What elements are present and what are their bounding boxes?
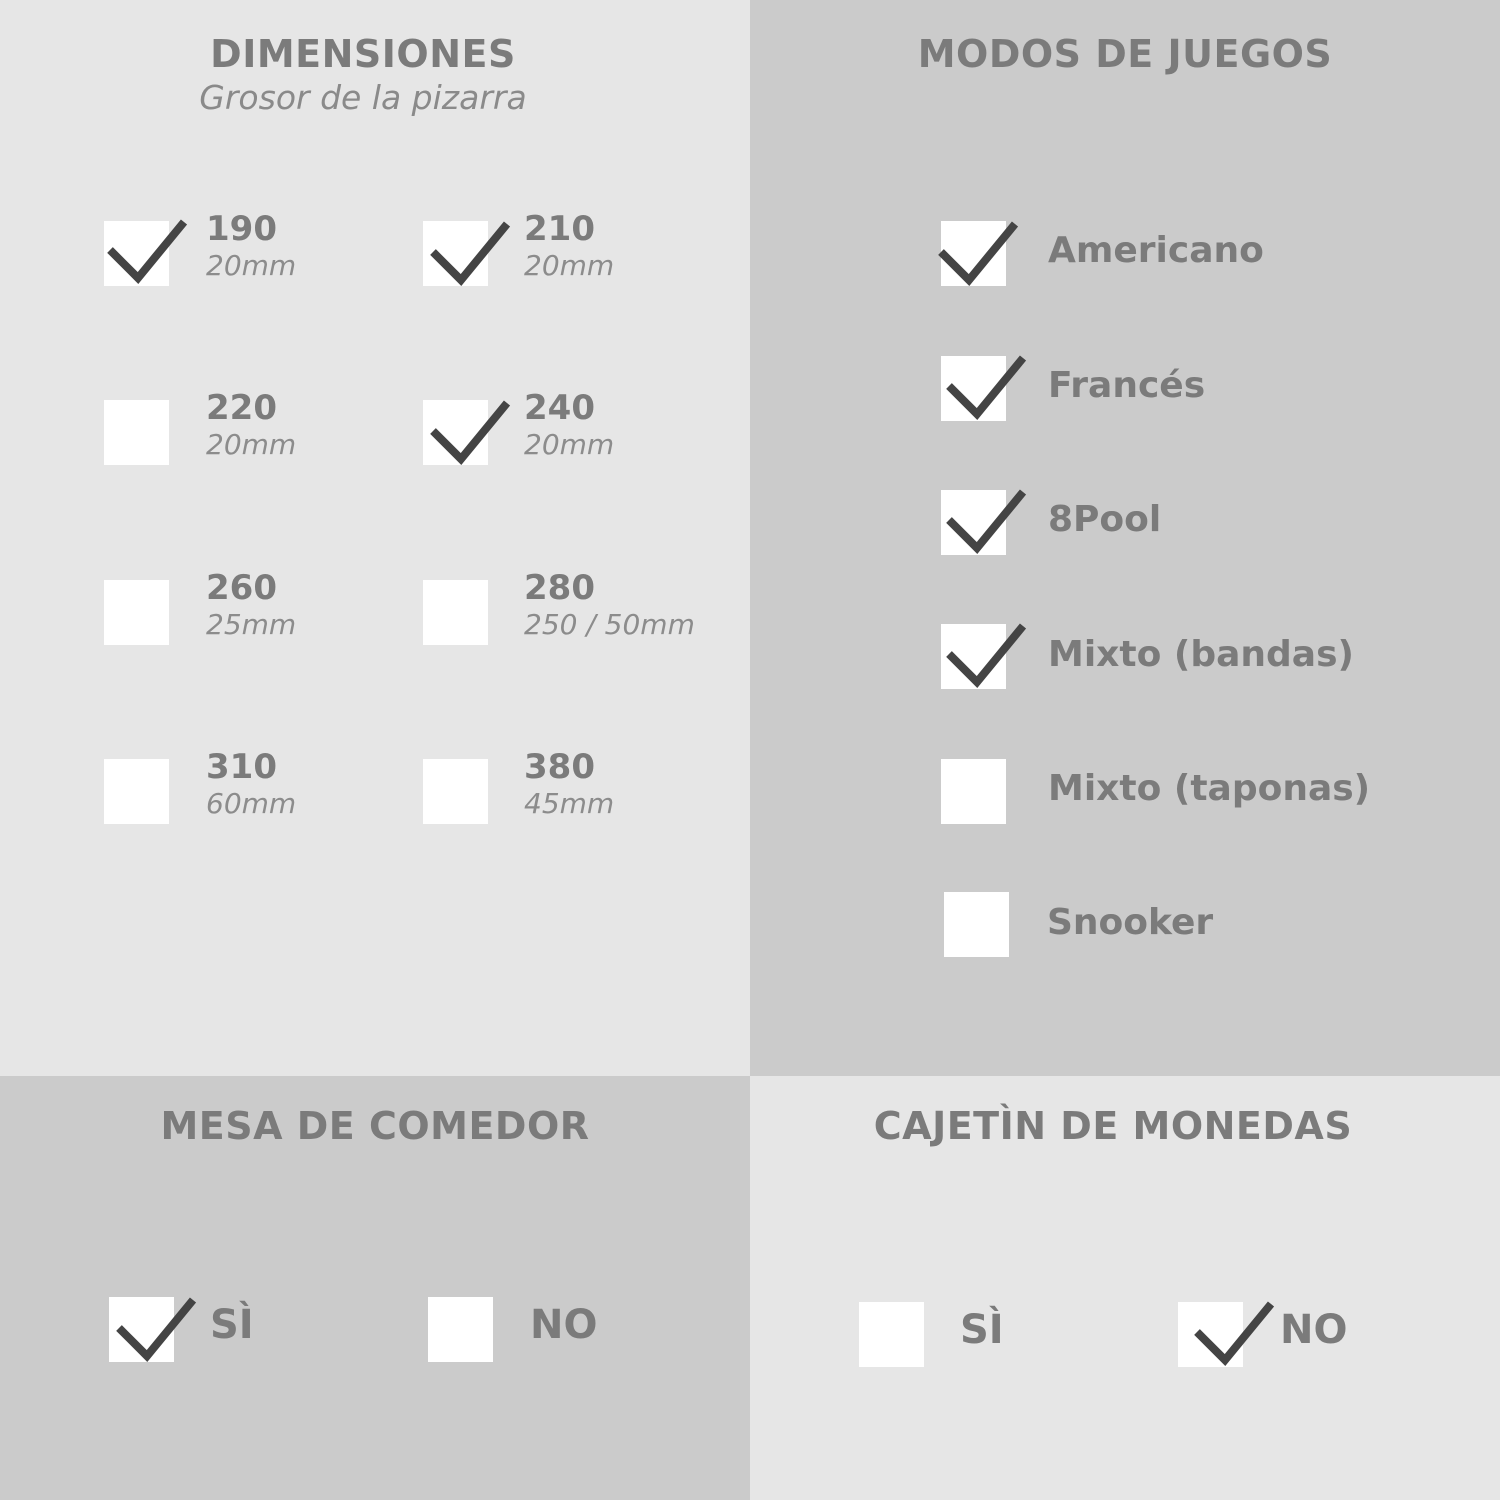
- size-220-label: 220: [206, 388, 277, 428]
- size-310-label: 310: [206, 747, 277, 787]
- size-210-label: 210: [524, 209, 595, 249]
- mode-americano-checkmark-icon: [935, 218, 1019, 288]
- size-190-label: 190: [206, 209, 277, 249]
- dimensiones-panel: [0, 0, 750, 1076]
- size-190-checkmark-icon: [104, 216, 188, 286]
- cajetin-title: CAJETÌN DE MONEDAS: [873, 1104, 1353, 1148]
- dimensiones-subtitle: Grosor de la pizarra: [199, 78, 527, 117]
- cajetin-si-label: SÌ: [960, 1307, 1004, 1353]
- modos-title: MODOS DE JUEGOS: [917, 32, 1333, 76]
- size-220-checkbox[interactable]: [104, 400, 169, 465]
- mode-mixto-bandas-label: Mixto (bandas): [1048, 634, 1354, 675]
- mesa-comedor-title: MESA DE COMEDOR: [160, 1104, 590, 1148]
- mesa-no-label: NO: [530, 1302, 598, 1348]
- size-380-thickness: 45mm: [524, 787, 615, 820]
- mesa-comedor-panel: [0, 1076, 750, 1500]
- cajetin-panel: [750, 1076, 1500, 1500]
- mode-8pool-label: 8Pool: [1048, 499, 1162, 540]
- cajetin-no-label: NO: [1280, 1307, 1348, 1353]
- mode-8pool-checkmark-icon: [943, 486, 1027, 556]
- mesa-si-label: SÌ: [210, 1302, 254, 1348]
- size-210-checkmark-icon: [427, 218, 511, 288]
- size-380-checkbox[interactable]: [423, 759, 488, 824]
- size-240-thickness: 20mm: [524, 428, 615, 461]
- size-280-thickness: 250 / 50mm: [524, 608, 695, 641]
- size-190-thickness: 20mm: [206, 249, 297, 282]
- cajetin-no-checkmark-icon: [1191, 1298, 1275, 1368]
- size-380-label: 380: [524, 747, 595, 787]
- mesa-no-checkbox[interactable]: [428, 1297, 493, 1362]
- mode-mixto-bandas-checkmark-icon: [943, 620, 1027, 690]
- dimensiones-title: DIMENSIONES: [210, 32, 516, 76]
- mode-americano-label: Americano: [1048, 230, 1264, 271]
- size-240-checkmark-icon: [427, 397, 511, 467]
- mode-snooker-checkbox[interactable]: [944, 892, 1009, 957]
- size-280-checkbox[interactable]: [423, 580, 488, 645]
- modos-panel: [750, 0, 1500, 1076]
- mode-snooker-label: Snooker: [1047, 902, 1214, 943]
- mesa-si-checkmark-icon: [113, 1294, 197, 1364]
- size-260-checkbox[interactable]: [104, 580, 169, 645]
- mode-frances-label: Francés: [1048, 365, 1206, 406]
- size-240-label: 240: [524, 388, 595, 428]
- mode-mixto-taponas-checkbox[interactable]: [941, 759, 1006, 824]
- size-310-checkbox[interactable]: [104, 759, 169, 824]
- size-310-thickness: 60mm: [206, 787, 297, 820]
- size-220-thickness: 20mm: [206, 428, 297, 461]
- size-210-thickness: 20mm: [524, 249, 615, 282]
- size-260-label: 260: [206, 568, 277, 608]
- mode-mixto-taponas-label: Mixto (taponas): [1048, 768, 1371, 809]
- size-260-thickness: 25mm: [206, 608, 297, 641]
- mode-frances-checkmark-icon: [943, 352, 1027, 422]
- cajetin-si-checkbox[interactable]: [859, 1302, 924, 1367]
- size-280-label: 280: [524, 568, 595, 608]
